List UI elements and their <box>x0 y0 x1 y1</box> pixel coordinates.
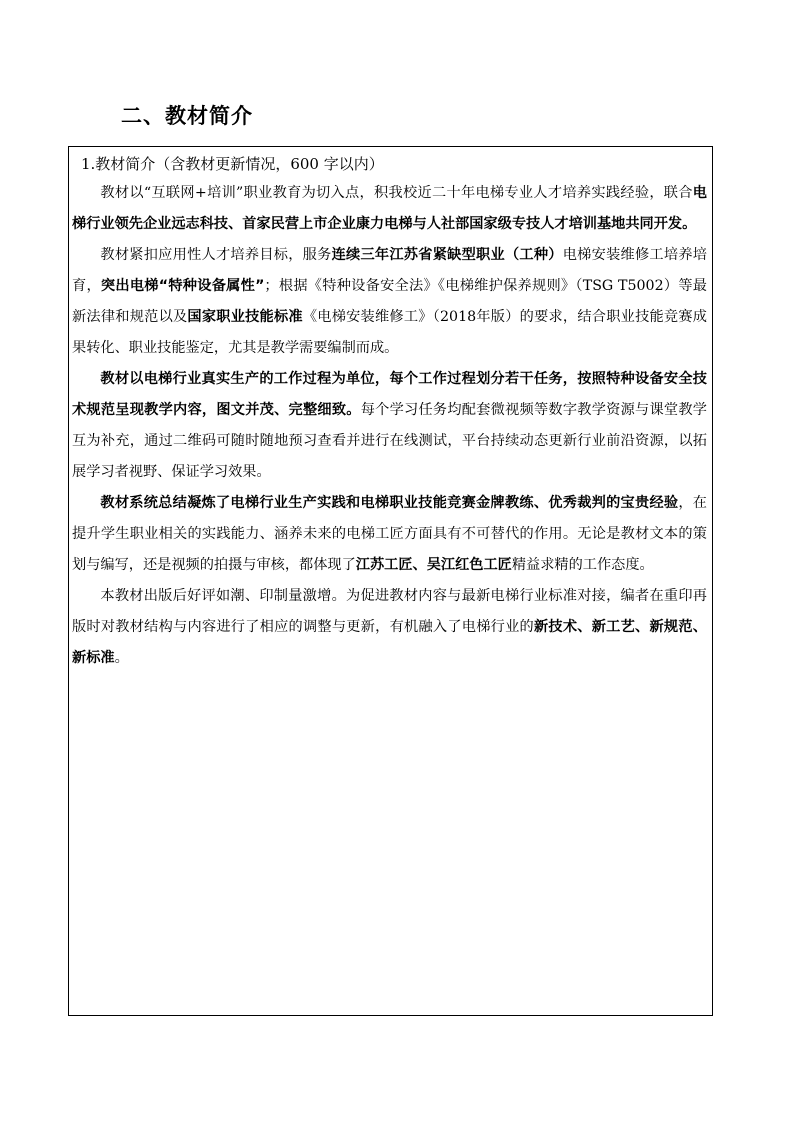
bold-text-run: 电梯行业领先企业远志科技、首家民营上市企业康力电梯与人社部国家级专技人才培训基地共同开发。 <box>72 185 707 232</box>
text-run: 精益求精的工作态度。 <box>511 557 654 573</box>
intro-paragraph <box>72 240 707 364</box>
text-run: 本教材出版后好评如潮、印制量激增。为促进教材内容与最新电梯行业标准对接，编者在重印再版时对教材结构与内容进行了相应的调整与更新，有机融入了电梯行业的 <box>72 588 707 635</box>
bold-text-run: 突出电梯“特种设备属性” <box>100 278 265 294</box>
text-run: 。 <box>114 650 129 666</box>
intro-box <box>68 146 713 1016</box>
intro-paragraph <box>72 364 707 488</box>
bold-text-run: 教材以电梯行业真实生产的工作过程为单位，每个工作过程划分若干任务，按照特种设备安全技术规范呈现教学内容，图文并茂、完整细致。 <box>72 371 707 418</box>
text-run: ，在提升学生职业相关的实践能力、涵养未来的电梯工匠方面具有不可替代的作用。无论是教材文本的策划与编写，还是视频的拍摄与审核，都体现了 <box>72 495 707 573</box>
text-run: 电梯安装维修工培养培育， <box>72 247 707 294</box>
text-run: 教材以“互联网+培训”职业教育为切入点，积我校近二十年电梯专业人才培养实践经验，联合 <box>100 185 693 201</box>
bold-text-run: 教材系统总结凝炼了电梯行业生产实践和电梯职业技能竞赛金牌教练、优秀裁判的宝贵经验 <box>100 495 679 511</box>
section-heading: 二、教材简介 <box>121 104 253 128</box>
bold-text-run: 国家职业技能标准 <box>187 309 303 325</box>
bold-text-run: 新技术、新工艺、新规范、新标准 <box>72 619 707 666</box>
bold-text-run: 连续三年江苏省紧缺型职业（工种） <box>331 247 563 263</box>
text-run: ；根据《特种设备安全法》《电梯维护保养规则》（TSG T5002）等最新法律和规范以及 <box>72 278 707 325</box>
intro-paragraph <box>72 581 707 674</box>
intro-paragraph <box>72 178 707 240</box>
text-run: 每个学习任务均配套微视频等数字教学资源与课堂教学互为补充，通过二维码可随时随地预习查看并进行在线测试，平台持续动态更新行业前沿资源，以拓展学习者视野、保证学习效果。 <box>72 402 707 480</box>
box-title: 1.教材简介（含教材更新情况，600 字以内） <box>81 155 384 173</box>
text-run: 教材紧扣应用性人才培养目标，服务 <box>100 247 332 263</box>
text-run: 《电梯安装维修工》（2018年版）的要求，结合职业技能竞赛成果转化、职业技能鉴定，尤其是教学需要编制而成。 <box>72 309 707 356</box>
intro-paragraph <box>72 488 707 581</box>
intro-content <box>72 178 707 674</box>
bold-text-run: 江苏工匠、吴江红色工匠 <box>355 557 512 573</box>
